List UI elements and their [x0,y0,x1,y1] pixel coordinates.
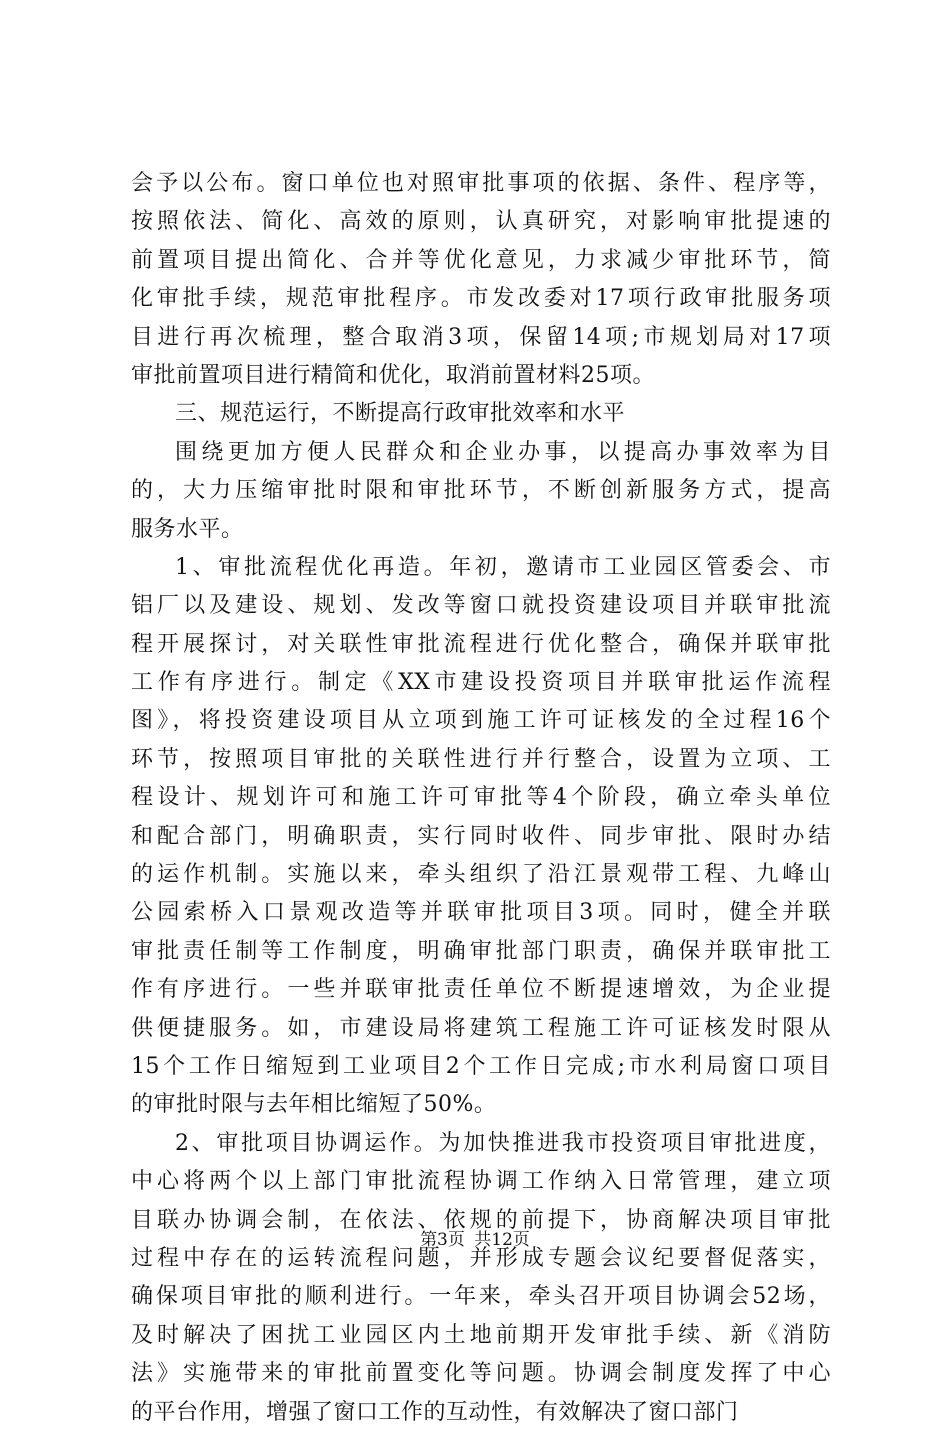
text-line: 过程中存在的运转流程问题，并形成专题会议纪要督促落实， [131,1245,831,1271]
text-line: 2、审批项目协调运作。为加快推进我市投资项目审批进度， [175,1130,831,1156]
text-line: 及时解决了困扰工业园区内土地前期开发审批手续、新《消防 [131,1322,831,1348]
text-line: 公园索桥入口景观改造等并联审批项目3项。同时，健全并联 [131,900,831,926]
text-line: 供便捷服务。如，市建设局将建筑工程施工许可证核发时限从 [131,1015,831,1041]
paragraph [131,165,831,395]
text-line: 铝厂以及建设、规划、发改等窗口就投资建设项目并联审批流 [131,593,831,619]
paragraph [131,549,831,1125]
text-line: 化审批手续，规范审批程序。市发改委对17项行政审批服务项 [131,286,831,312]
text-line: 服务水平。 [131,516,244,542]
text-line: 确保项目审批的顺利进行。一年来，牵头召开项目协调会52场， [131,1284,831,1310]
text-line: 目联办协调会制，在依法、依规的前提下，协商解决项目审批 [131,1207,831,1233]
page-total: 共12页 [474,1230,530,1250]
text-line: 程开展探讨，对关联性审批流程进行优化整合，确保并联审批 [131,631,831,657]
text-line: 的运作机制。实施以来，牵头组织了沿江景观带工程、九峰山 [131,862,831,888]
text-line: 的审批时限与去年相比缩短了50%。 [131,1092,497,1118]
text-line: 法》实施带来的审批前置变化等问题。协调会制度发挥了中心 [131,1361,831,1387]
paragraph [131,1125,831,1432]
text-line: 会予以公布。窗口单位也对照审批事项的依据、条件、程序等， [131,171,831,196]
text-line: 中心将两个以上部门审批流程协调工作纳入日常管理，建立项 [131,1169,831,1195]
page-footer [0,1228,950,1252]
text-line: 和配合部门，明确职责，实行同时收件、同步审批、限时办结 [131,823,831,849]
text-line: 按照依法、简化、高效的原则，认真研究，对影响审批提速的 [131,209,831,235]
text-line: 审批前置项目进行精简和优化，取消前置材料25项。 [131,362,655,388]
text-line: 图》，将投资建设项目从立项到施工许可证核发的全过程16个 [131,708,831,734]
paragraph [131,434,831,549]
text-line: 的，大力压缩审批时限和审批环节，不断创新服务方式，提高 [131,478,831,504]
text-line: 前置项目提出简化、合并等优化意见，力求减少审批环节，简 [131,247,831,273]
text-line: 程设计、规划许可和施工许可审批等4个阶段，确立牵头单位 [131,785,831,811]
text-line: 15个工作日缩短到工业项目2个工作日完成;市水利局窗口项目 [131,1053,831,1079]
text-line: 环节，按照项目审批的关联性进行并行整合，设置为立项、工 [131,746,831,772]
text-line: 目进行再次梳理，整合取消3项，保留14项;市规划局对17项 [131,324,831,350]
text-line: 1、审批流程优化再造。年初，邀请市工业园区管委会、市 [175,554,831,580]
text-line: 作有序进行。一些并联审批责任单位不断提速增效，为企业提 [131,977,831,1003]
text-line: 工作有序进行。制定《XX市建设投资项目并联审批运作流程 [131,670,831,696]
text-line: 围绕更加方便人民群众和企业办事，以提高办事效率为目 [175,439,831,465]
page-number: 第3页 [420,1230,465,1250]
text-line: 的平台作用，增强了窗口工作的互动性，有效解决了窗口部门 [131,1399,739,1425]
text-line: 三、规范运行，不断提高行政审批效率和水平 [175,401,626,427]
paragraph [131,395,831,433]
text-line: 审批责任制等工作制度，明确审批部门职责，确保并联审批工 [131,938,831,964]
